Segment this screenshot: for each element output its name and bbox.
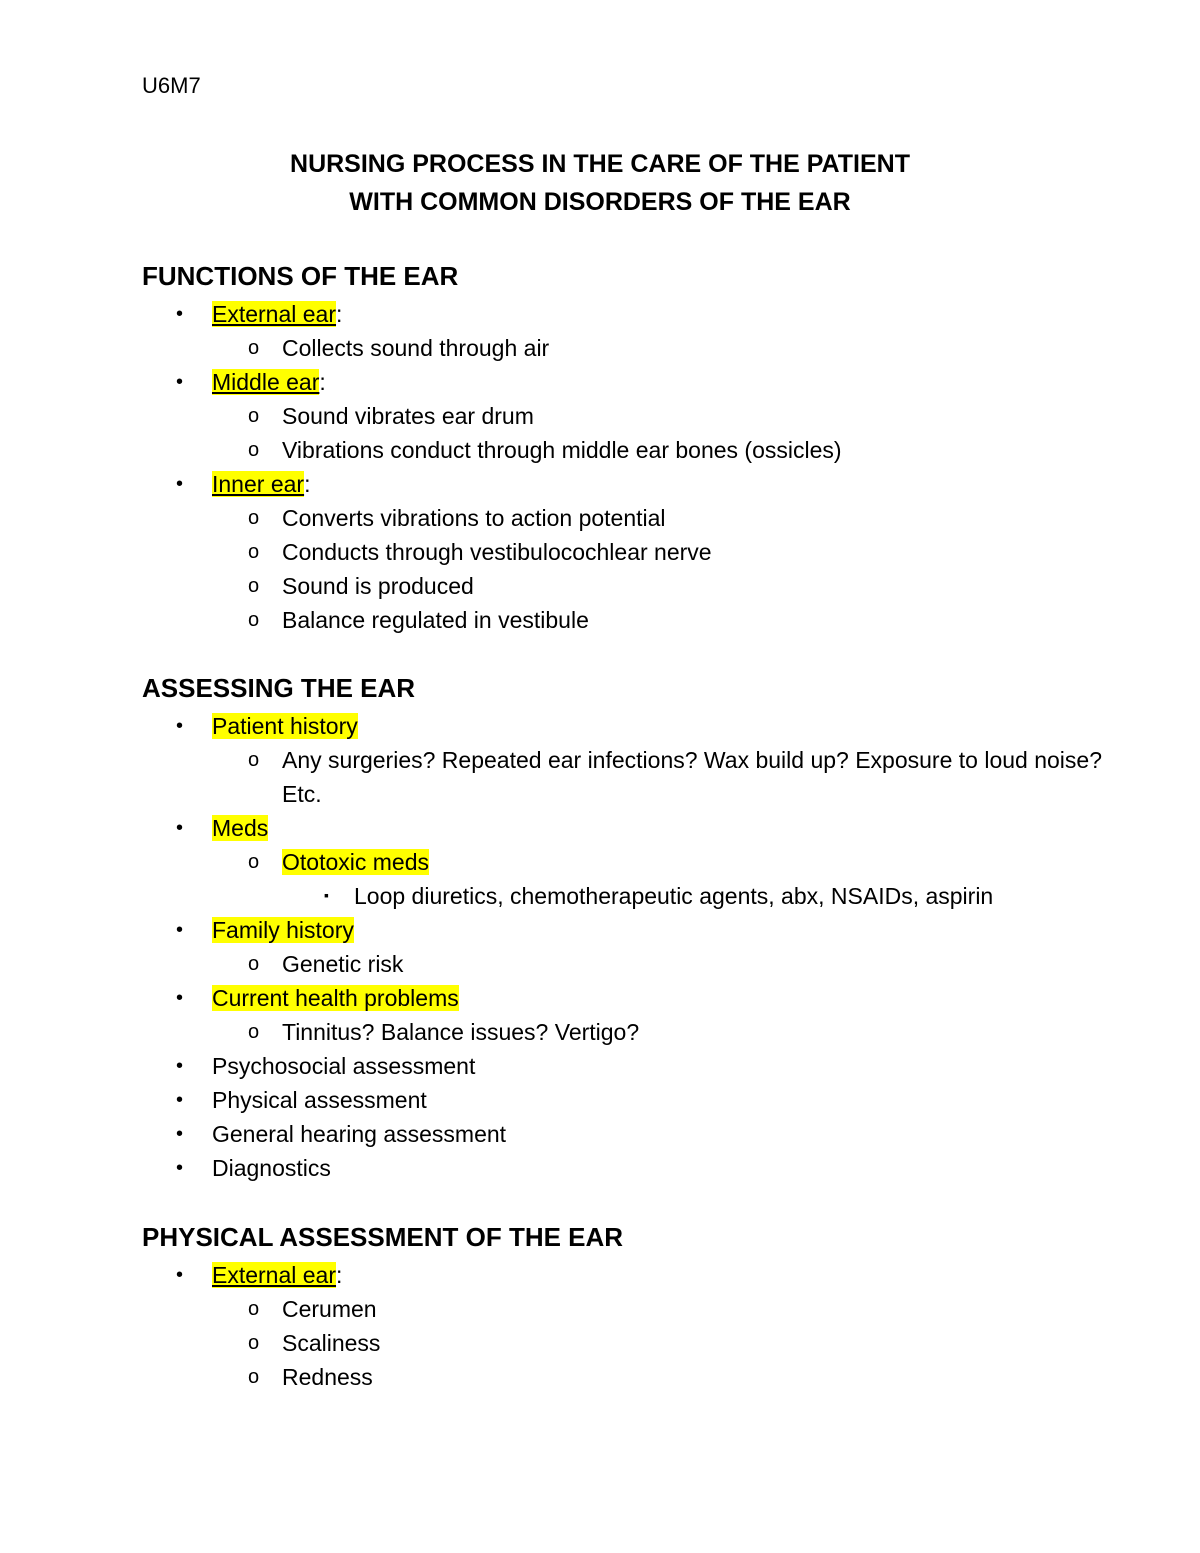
highlighted-term: Inner ear: [212, 471, 305, 497]
circle-bullet-icon: o: [248, 439, 260, 461]
list-item: • Middle ear: o Sound vibrates ear drum o Vibrations conduct through middle ear bones (ossicles): [142, 365, 1102, 467]
title-line-1: NURSING PROCESS IN THE CARE OF THE PATIENT: [290, 150, 910, 178]
list-item: • External ear: o Collects sound through air: [142, 297, 1102, 365]
list-item: o Genetic risk: [212, 947, 1102, 981]
circle-bullet-icon: o: [248, 1021, 260, 1043]
bullet-icon: •: [176, 473, 184, 495]
bullet-icon: •: [176, 1055, 184, 1077]
list-item: • External ear: o Cerumen o Scaliness o Redness: [142, 1258, 1102, 1394]
circle-bullet-icon: o: [248, 851, 260, 873]
title-line-2: WITH COMMON DISORDERS OF THE EAR: [349, 188, 851, 216]
sub-list: [212, 399, 1102, 467]
circle-bullet-icon: o: [248, 575, 260, 597]
list-item: [142, 709, 1102, 811]
bullet-icon: •: [176, 371, 184, 393]
highlighted-term: Current health problems: [212, 985, 459, 1011]
list-item: o Cerumen: [212, 1292, 1102, 1326]
physical-list: [142, 1258, 1102, 1394]
highlighted-term: Middle ear: [212, 369, 320, 395]
bullet-icon: •: [176, 987, 184, 1009]
highlighted-term: Patient history: [212, 713, 358, 739]
sub-list: [212, 331, 1102, 365]
sub-list: [212, 501, 1102, 637]
circle-bullet-icon: o: [248, 749, 260, 771]
highlighted-term: Ototoxic meds: [282, 849, 429, 875]
assessing-list: [142, 709, 1102, 1185]
bullet-icon: •: [176, 1157, 184, 1179]
section-heading-assessing: ASSESSING THE EAR: [142, 673, 416, 703]
section-assessing: [142, 671, 1102, 1185]
highlighted-term: External ear: [212, 1262, 337, 1288]
sub-list: [212, 1015, 1102, 1049]
circle-bullet-icon: o: [248, 1366, 260, 1388]
highlighted-term: Meds: [212, 815, 269, 841]
circle-bullet-icon: o: [248, 1298, 260, 1320]
bullet-icon: •: [176, 1123, 184, 1145]
list-item: o Conducts through vestibulocochlear nerve: [212, 535, 1102, 569]
list-item: o Redness: [212, 1360, 1102, 1394]
circle-bullet-icon: o: [248, 953, 260, 975]
sub-list: [212, 947, 1102, 981]
circle-bullet-icon: o: [248, 507, 260, 529]
bullet-icon: •: [176, 715, 184, 737]
circle-bullet-icon: o: [248, 541, 260, 563]
list-item: [142, 811, 1102, 913]
list-item: o Converts vibrations to action potential: [212, 501, 1102, 535]
square-bullet-icon: ▪: [324, 887, 329, 903]
bullet-icon: •: [176, 303, 184, 325]
bullet-icon: •: [176, 1264, 184, 1286]
sub-sub-list: [282, 879, 1102, 913]
unit-code: U6M7: [142, 73, 201, 98]
circle-bullet-icon: o: [248, 609, 260, 631]
list-item: • Physical assessment: [142, 1083, 1102, 1117]
circle-bullet-icon: o: [248, 405, 260, 427]
list-item: o Tinnitus? Balance issues? Vertigo?: [212, 1015, 1102, 1049]
list-item: [212, 845, 1102, 913]
list-item: • Inner ear: o Converts vibrations to action potential o Conducts through vestibulocochlear nerve o Sound is produced o Balance regulated in vestibule: [142, 467, 1102, 637]
list-item: o Any surgeries? Repeated ear infections? Wax build up? Exposure to loud noise? Etc.: [212, 743, 1102, 811]
document-title: [0, 145, 1200, 221]
list-item: [142, 981, 1102, 1049]
sub-list: [212, 743, 1102, 811]
section-heading-physical: PHYSICAL ASSESSMENT OF THE EAR: [142, 1222, 624, 1252]
bullet-icon: •: [176, 817, 184, 839]
list-item: o Vibrations conduct through middle ear bones (ossicles): [212, 433, 1102, 467]
list-item: [142, 913, 1102, 981]
highlighted-term: External ear: [212, 301, 337, 327]
sub-list: [212, 1292, 1102, 1394]
section-physical: [142, 1220, 1102, 1394]
list-item: • Diagnostics: [142, 1151, 1102, 1185]
bullet-icon: •: [176, 919, 184, 941]
functions-list: [142, 297, 1102, 637]
list-item: • General hearing assessment: [142, 1117, 1102, 1151]
circle-bullet-icon: o: [248, 1332, 260, 1354]
circle-bullet-icon: o: [248, 337, 260, 359]
list-item: ▪ Loop diuretics, chemotherapeutic agents, abx, NSAIDs, aspirin: [282, 879, 1102, 913]
list-item: o Balance regulated in vestibule: [212, 603, 1102, 637]
list-item: • Psychosocial assessment: [142, 1049, 1102, 1083]
sub-list: [212, 845, 1102, 913]
list-item: o Sound vibrates ear drum: [212, 399, 1102, 433]
section-functions: [142, 259, 1102, 637]
list-item: o Scaliness: [212, 1326, 1102, 1360]
list-item: o Collects sound through air: [212, 331, 1102, 365]
bullet-icon: •: [176, 1089, 184, 1111]
section-heading-functions: FUNCTIONS OF THE EAR: [142, 261, 459, 291]
highlighted-term: Family history: [212, 917, 354, 943]
list-item: o Sound is produced: [212, 569, 1102, 603]
